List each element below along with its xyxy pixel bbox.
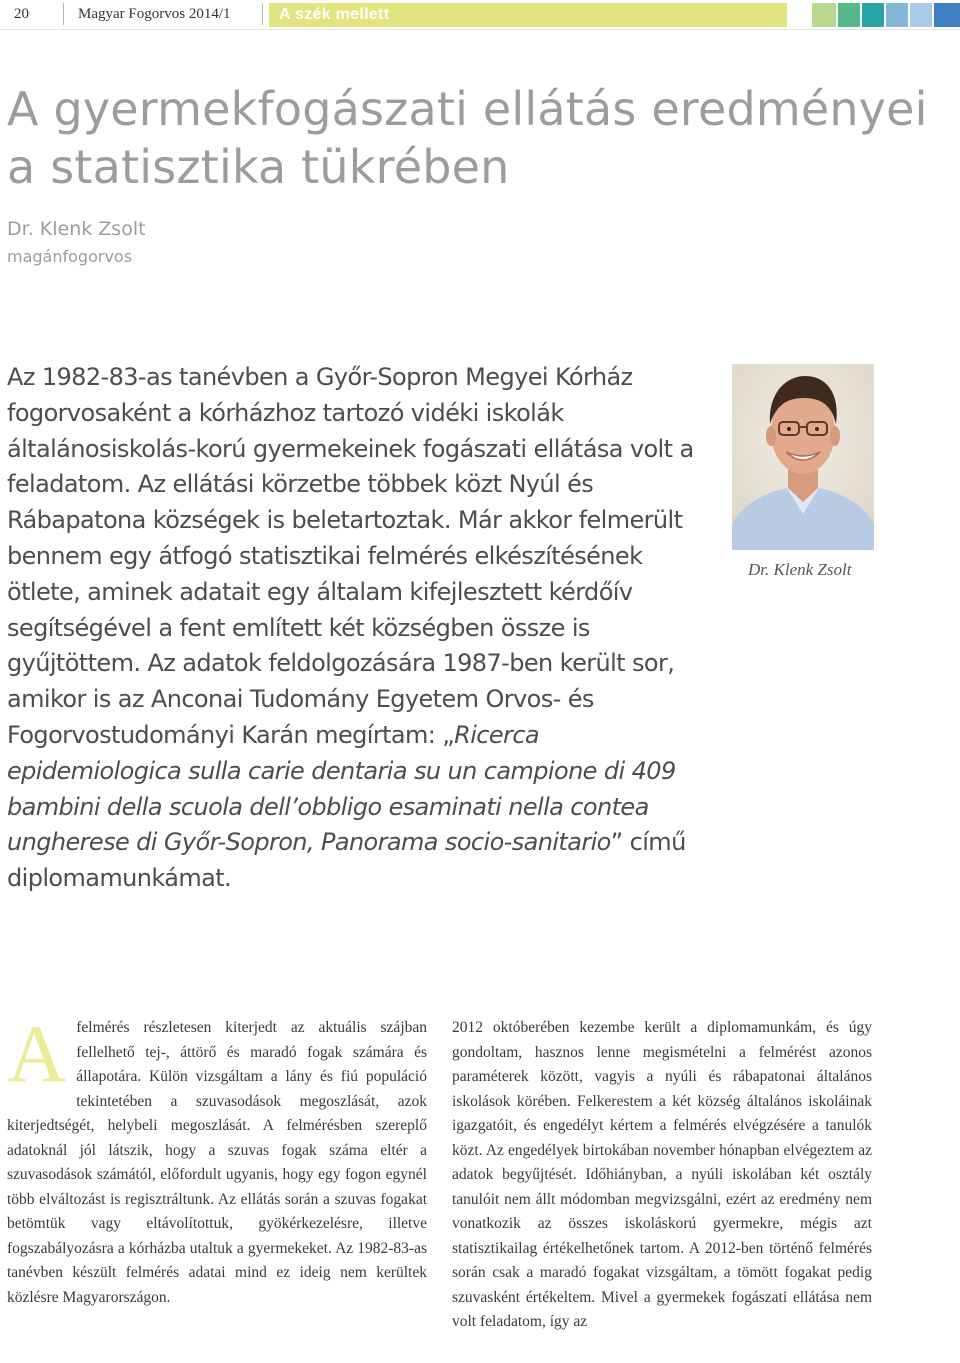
photo-caption: Dr. Klenk Zsolt xyxy=(748,560,852,579)
page-header xyxy=(0,0,960,30)
body-text-left: felmérés részletesen kiterjedt az aktuális szájban fellelhető tej-, áttörő és maradó fogak számára és állapotára. Külön vizsgáltam a lány és fiú populáció tekintetében a szuvasodások megoszlását, azok kiterjedtségét, helybeli megoszlását. A felmérésben szereplő adatoknál jól látszik, hogy a szuvas fogak száma eltér a szuvasodások számától, előfordult ugyanis, hogy egy fogon egynél több elváltozást is regisztráltunk. Az ellátás során a szuvas fogakat betömtük vagy eltávolítottuk, gyökérkezelésre, illetve fogszabályozásra a kórházba utaltuk a gyermekeket. Az 1982-83-as tanévben készült felmérés adatai mind ez ideig nem kerültek közlésre Magyarországon. xyxy=(7,1019,427,1306)
color-square xyxy=(886,3,908,27)
color-square xyxy=(862,3,884,27)
body-text-right: 2012 októberében kezembe került a diplomamunkám, és úgy gondoltam, hasznos lenne megismételni a felmérést azonos paraméterek között, vagyis a nyúli és rábapatonai általános iskolások körében. Felkerestem a két község általános iskoláinak igazgatóit, és engedélyt kértem a felmérés elvégzésére a tanulók közt. Az engedélyek birtokában november hónapban elvégeztem az adatok begyűjtését. Időhiányban, a nyúli iskolában két osztály tanulóit nem állt módomban megvizsgálni, ezért az eredmény nem vonatkozik az összes iskoláskorú gyermekre, mégis azt statisztikailag értékelhetőnek tartom. A 2012-ben történő felmérés során csak a maradó fogakat vizsgáltam, a tömött fogakat pedig szuvasként értékeltem. Mivel a gyermekek fogászati ellátása nem volt feladatom, így az xyxy=(452,1019,872,1330)
section-label: A szék mellett xyxy=(269,3,787,27)
author-name: Dr. Klenk Zsolt xyxy=(7,218,146,240)
color-square xyxy=(838,3,860,27)
lead-tail: ” című diplomamunkámat. xyxy=(7,828,686,893)
color-square xyxy=(934,3,960,27)
author-role: magánfogorvos xyxy=(7,247,133,266)
page-number: 20 xyxy=(14,6,29,22)
author-photo xyxy=(732,364,874,550)
body-column-left xyxy=(7,1008,427,1310)
header-divider xyxy=(63,3,64,25)
journal-name: Magyar Fogorvos 2014/1 xyxy=(78,6,231,22)
body-column-right xyxy=(452,1016,872,1335)
color-square xyxy=(812,3,836,27)
title-line-1: A gyermekfogászati ellátás eredményei xyxy=(7,82,928,136)
lead-paragraph xyxy=(7,360,717,897)
header-divider xyxy=(262,3,263,25)
lead-text: Az 1982-83-as tanévben a Győr-Sopron Megyei Kórház fogorvosaként a kórházhoz tartozó vidéki iskolák általánosiskolás-korú gyermekeinek fogászati ellátása volt a feladatom. Az ellátási körzetbe többek közt Nyúl és Rábapatona községek is beletartoztak. Már akkor felmerült bennem egy átfogó statisztikai felmérés elkészítésének ötlete, aminek adatait egy általam kifejlesztett kérdőív segítségével a fent említett két községben össze is gyűjtöttem. Az adatok feldolgozására 1987-ben került sor, amikor is az Anconai Tudomány Egyetem Orvos- és Fogorvostudományi Karán megírtam: „ xyxy=(7,363,694,749)
color-square xyxy=(910,3,932,27)
lead-italic-title: Ricerca epidemiologica sulla carie dentaria su un campione di 409 bambini della scuola dell’obbligo esaminati nella contea ungherese di Győr-Sopron, Panorama socio-sanitario xyxy=(7,720,676,857)
title-line-2: a statisztika tükrében xyxy=(7,140,510,194)
header-rule xyxy=(0,29,960,30)
drop-cap: A xyxy=(7,1008,67,1099)
article-title xyxy=(7,80,928,196)
